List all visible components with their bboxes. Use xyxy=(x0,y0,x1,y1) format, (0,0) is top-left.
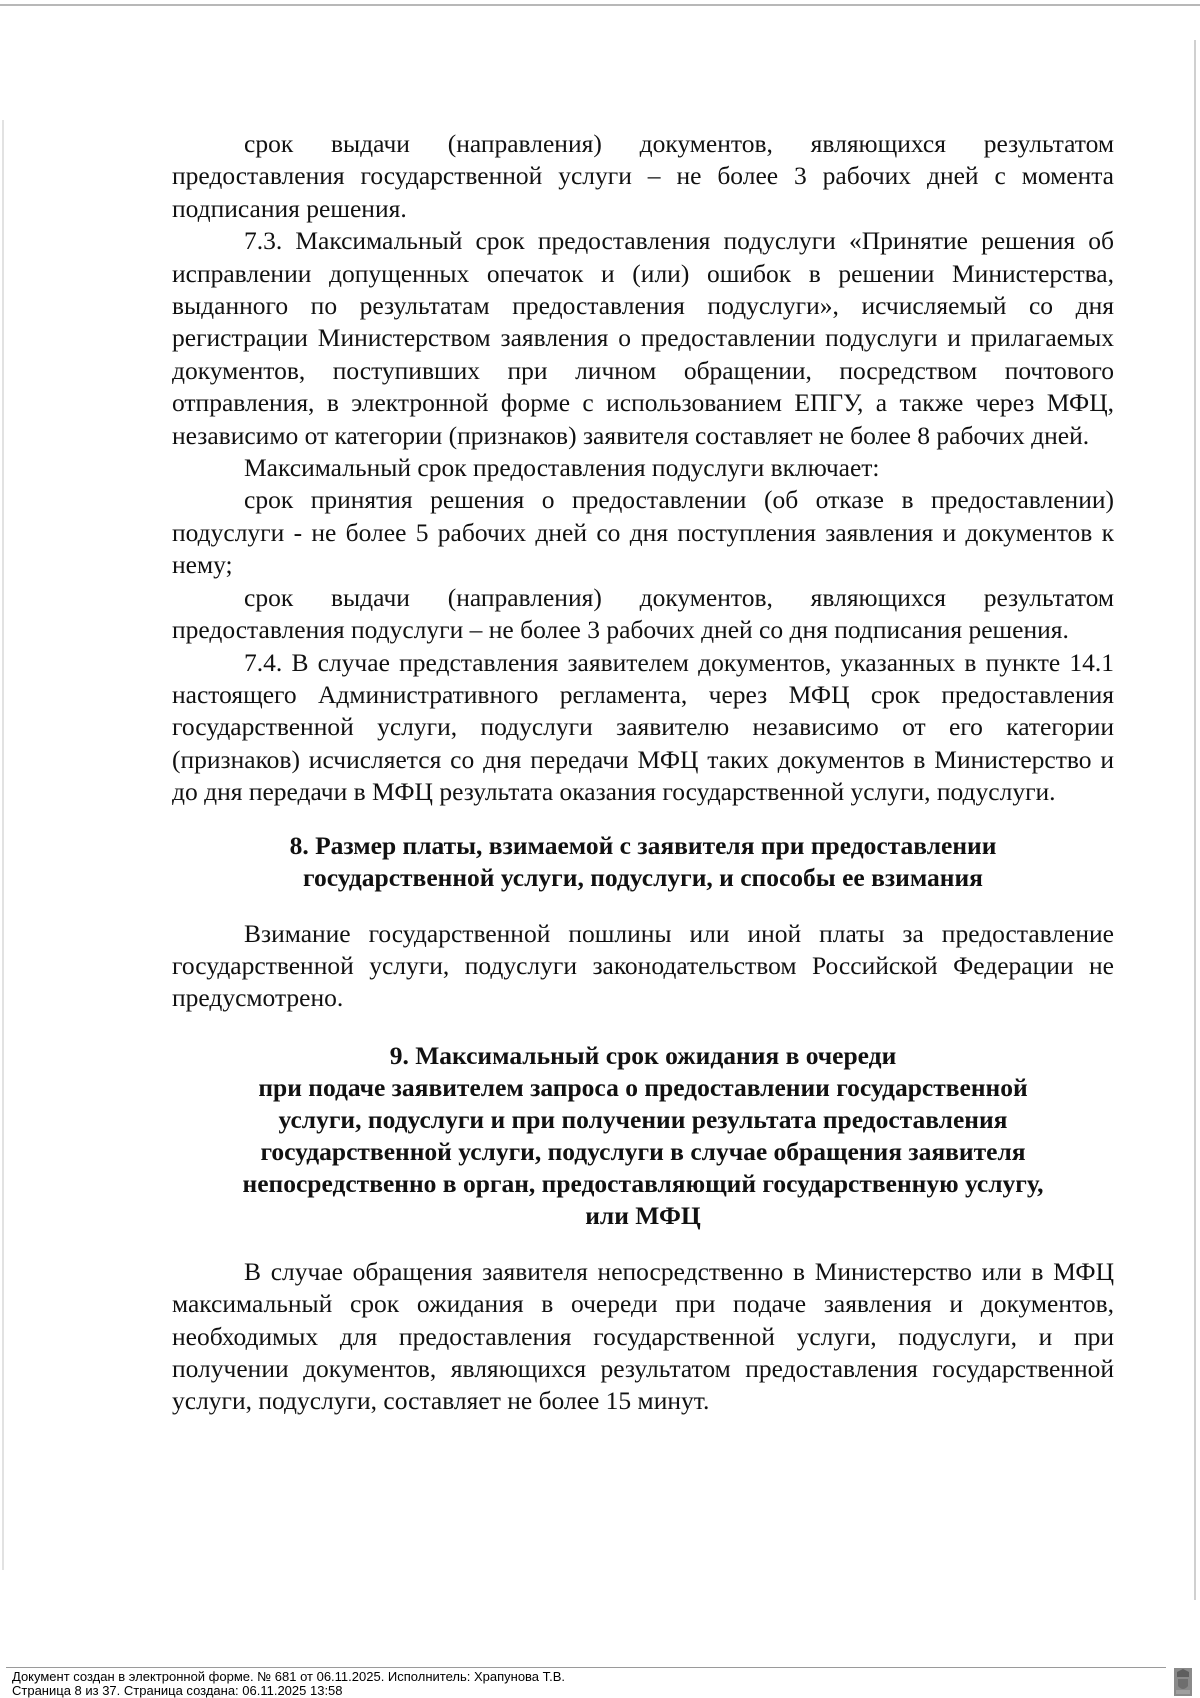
heading-line: непосредственно в орган, предоставляющий государственную услугу, xyxy=(242,1168,1044,1198)
document-footer xyxy=(0,1668,1200,1698)
paragraph-decision-term: срок принятия решения о предоставлении (об отказе в предоставлении) подуслуги - не более 5 рабочих дней со дня поступления заявления и документов к нему; xyxy=(172,485,1114,580)
paragraph-7-3: 7.3. Максимальный срок предоставления подуслуги «Принятие решения об исправлении допущенных опечаток и (или) ошибок в решении Министерства, выданного по результатам предоставления подуслуги», исчисляемый со дня регистрации Министерством заявления о предоставлении подуслуги и прилагаемых документов, поступивших при личном обращении, посредством почтового отправления, в электронной форме с использованием ЕПГУ, а также через МФЦ, независимо от категории (признаков) заявителя составляет не более 8 рабочих дней. xyxy=(172,226,1114,450)
section-9-heading xyxy=(172,1040,1114,1232)
paragraph-max-term-includes: Максимальный срок предоставления подуслуги включает: xyxy=(244,453,880,483)
section-8-heading xyxy=(172,830,1114,894)
heading-line: государственной услуги, подуслуги, и способы ее взимания xyxy=(303,862,983,892)
page-top-border xyxy=(0,4,1200,6)
heading-line: 8. Размер платы, взимаемой с заявителя при предоставлении xyxy=(289,830,997,860)
heading-line: 9. Максимальный срок ожидания в очереди xyxy=(389,1040,897,1070)
paragraph-issue-term-subservice: срок выдачи (направления) документов, являющихся результатом предоставления подуслуги – не более 3 рабочих дней со дня подписания решения. xyxy=(172,582,1114,645)
page-right-border xyxy=(1194,40,1196,1600)
footer-divider xyxy=(6,1667,1166,1668)
paragraph-issue-term: срок выдачи (направления) документов, являющихся результатом предоставления государственной услуги – не более 3 рабочих дней с момента подписания решения. xyxy=(172,129,1114,223)
footer-creation-info: Документ создан в электронной форме. № 681 от 06.11.2025. Исполнитель: Храпунова Т.В. xyxy=(12,1669,566,1684)
heading-line: при подаче заявителем запроса о предоставлении государственной xyxy=(258,1072,1028,1102)
footer-page-info: Страница 8 из 37. Страница создана: 06.11.2025 13:58 xyxy=(12,1683,343,1698)
paragraph-7-4: 7.4. В случае представления заявителем документов, указанных в пункте 14.1 настоящего Административного регламента, через МФЦ срок предоставления государственной услуги, подуслуги заявителю независимо от его категории (признаков) исчисляется со дня передачи МФЦ таких документов в Министерство и до дня передачи в МФЦ результата оказания государственной услуги, подуслуги. xyxy=(172,647,1114,807)
footer-text xyxy=(12,1670,565,1698)
heading-line: или МФЦ xyxy=(585,1200,701,1230)
section-8-paragraph: Взимание государственной пошлины или иной платы за предоставление государственной услуги, подуслуги законодательством Российской Федерации не предусмотрено. xyxy=(172,918,1114,1013)
page-left-border xyxy=(2,120,4,1570)
document-body xyxy=(172,128,1114,1418)
section-9-paragraph: В случае обращения заявителя непосредственно в Министерство или в МФЦ максимальный срок ожидания в очереди при подаче заявления и документов, необходимых для предоставления государственной услуги, подуслуги, и при получении документов, являющихся результатом предоставления государственной услуги, подуслуги, составляет не более 15 минут. xyxy=(172,1256,1114,1416)
heading-line: услуги, подуслуги и при получении результата предоставления xyxy=(278,1104,1008,1134)
coat-of-arms-icon xyxy=(1174,1668,1192,1696)
heading-line: государственной услуги, подуслуги в случае обращения заявителя xyxy=(260,1136,1026,1166)
